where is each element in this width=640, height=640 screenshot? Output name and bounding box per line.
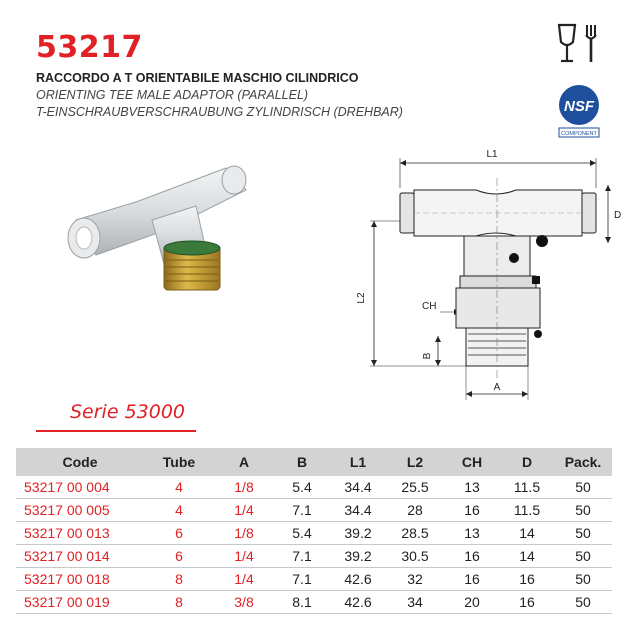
cell-l2: 28 — [386, 499, 444, 522]
table-row — [16, 545, 612, 568]
header-l1: L1 — [330, 448, 386, 476]
cell-b: 7.1 — [274, 545, 330, 568]
cell-tube: 8 — [144, 591, 214, 614]
cell-tube: 6 — [144, 522, 214, 545]
cell-a: 1/4 — [214, 499, 274, 522]
cell-pack: 50 — [554, 499, 612, 522]
cell-l1: 42.6 — [330, 568, 386, 591]
cell-l2: 30.5 — [386, 545, 444, 568]
cell-d: 11.5 — [500, 476, 554, 499]
cell-a: 1/4 — [214, 568, 274, 591]
cell-pack: 50 — [554, 522, 612, 545]
table-header-row — [16, 448, 612, 476]
cell-l1: 34.4 — [330, 476, 386, 499]
header-ch: CH — [444, 448, 500, 476]
cell-l1: 39.2 — [330, 545, 386, 568]
cell-code: 53217 00 018 — [16, 568, 144, 591]
cell-d: 11.5 — [500, 499, 554, 522]
cell-b: 7.1 — [274, 499, 330, 522]
product-photo — [56, 160, 256, 310]
description-english: ORIENTING TEE MALE ADAPTOR (PARALLEL) — [36, 88, 309, 102]
cell-l1: 34.4 — [330, 499, 386, 522]
cell-b: 5.4 — [274, 476, 330, 499]
header-code: Code — [16, 448, 144, 476]
cell-ch: 20 — [444, 591, 500, 614]
cell-code: 53217 00 004 — [16, 476, 144, 499]
technical-drawing — [356, 138, 632, 408]
glass-and-fork-icon — [553, 22, 605, 66]
table-row — [16, 591, 612, 614]
header-a: A — [214, 448, 274, 476]
table-row — [16, 568, 612, 591]
table-row — [16, 522, 612, 545]
cell-code: 53217 00 013 — [16, 522, 144, 545]
cell-l2: 34 — [386, 591, 444, 614]
table-row — [16, 499, 612, 522]
spec-table — [16, 448, 612, 614]
cell-tube: 4 — [144, 476, 214, 499]
cell-a: 1/8 — [214, 522, 274, 545]
cell-b: 8.1 — [274, 591, 330, 614]
cell-code: 53217 00 014 — [16, 545, 144, 568]
cell-l2: 32 — [386, 568, 444, 591]
cell-pack: 50 — [554, 568, 612, 591]
cell-pack: 50 — [554, 545, 612, 568]
cell-d: 16 — [500, 591, 554, 614]
dim-b-label: B — [422, 352, 433, 360]
cell-ch: 16 — [444, 568, 500, 591]
product-code-title: 53217 — [36, 30, 143, 65]
cell-d: 14 — [500, 545, 554, 568]
cell-code: 53217 00 019 — [16, 591, 144, 614]
dim-d-label: D — [614, 210, 622, 221]
cell-ch: 16 — [444, 499, 500, 522]
header-pack: Pack. — [554, 448, 612, 476]
nsf-text: NSF — [564, 98, 594, 115]
header-l2: L2 — [386, 448, 444, 476]
header-d: D — [500, 448, 554, 476]
series-title: Serie 53000 — [70, 401, 186, 423]
cell-l1: 39.2 — [330, 522, 386, 545]
table-row — [16, 476, 612, 499]
cell-tube: 6 — [144, 545, 214, 568]
cell-a: 3/8 — [214, 591, 274, 614]
cell-ch: 13 — [444, 476, 500, 499]
dim-ch-label: CH — [422, 301, 437, 312]
dim-l1-label: L1 — [486, 149, 498, 160]
description-italian: RACCORDO A T ORIENTABILE MASCHIO CILINDRICO — [36, 71, 359, 85]
cell-code: 53217 00 005 — [16, 499, 144, 522]
cell-pack: 50 — [554, 591, 612, 614]
cell-b: 7.1 — [274, 568, 330, 591]
header-tube: Tube — [144, 448, 214, 476]
header-b: B — [274, 448, 330, 476]
cell-l2: 25.5 — [386, 476, 444, 499]
nsf-badge-icon — [556, 84, 602, 140]
cell-b: 5.4 — [274, 522, 330, 545]
dim-a-label: A — [493, 382, 501, 393]
cell-ch: 13 — [444, 522, 500, 545]
nsf-component-text: COMPONENT — [561, 131, 597, 137]
cell-l1: 42.6 — [330, 591, 386, 614]
description-german: T-EINSCHRAUBVERSCHRAUBUNG ZYLINDRISCH (DREHBAR) — [36, 105, 403, 119]
cell-tube: 4 — [144, 499, 214, 522]
cell-ch: 16 — [444, 545, 500, 568]
dim-l2-label: L2 — [356, 292, 367, 304]
cell-pack: 50 — [554, 476, 612, 499]
cell-d: 16 — [500, 568, 554, 591]
cell-tube: 8 — [144, 568, 214, 591]
cell-d: 14 — [500, 522, 554, 545]
cell-a: 1/8 — [214, 476, 274, 499]
cell-l2: 28.5 — [386, 522, 444, 545]
cell-a: 1/4 — [214, 545, 274, 568]
series-underline — [36, 430, 196, 432]
